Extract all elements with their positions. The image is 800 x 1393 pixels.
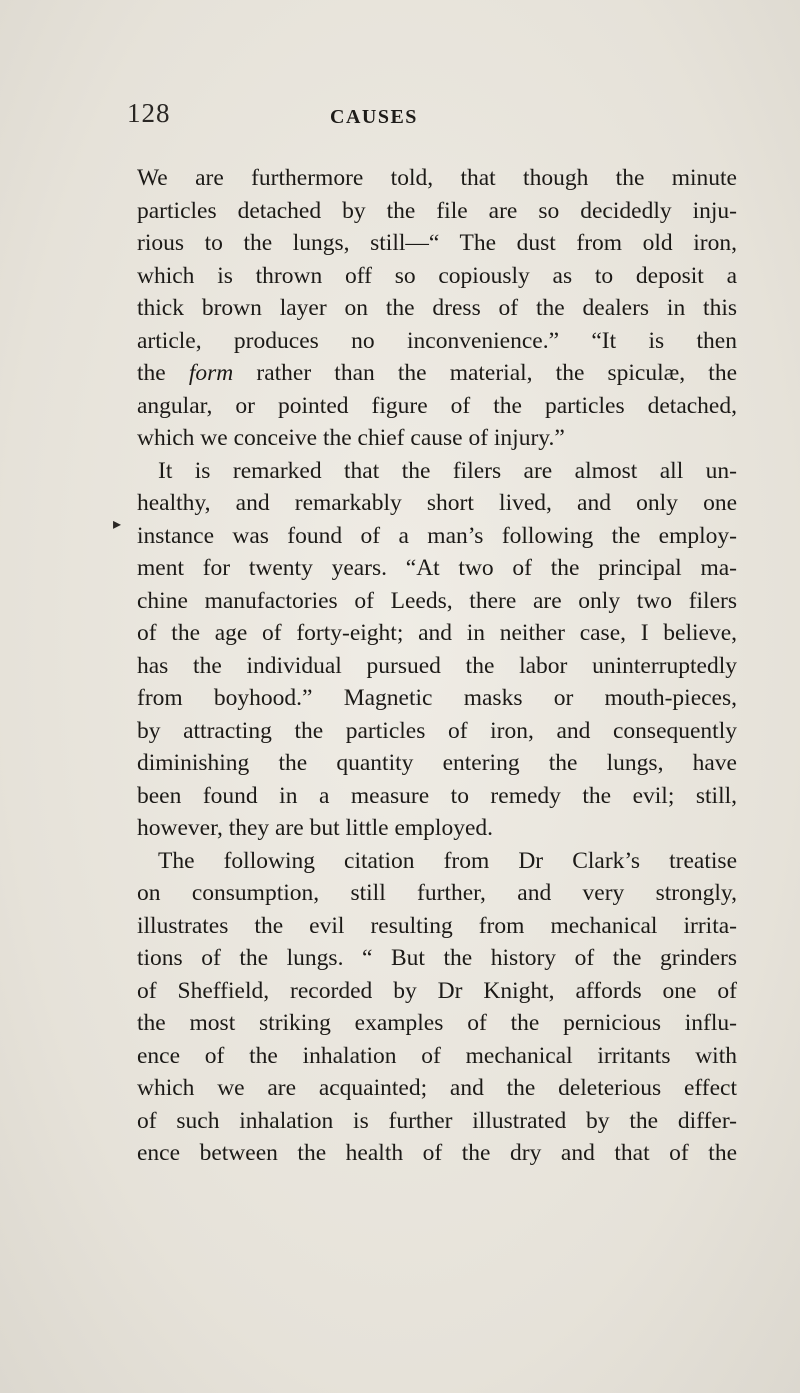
text-line: rious to the lungs, still—“ The dust from old iron, — [137, 230, 737, 256]
text-line: article, produces no inconvenience.” “It is then — [137, 327, 737, 354]
text-line: We are furthermore told, that though the minute — [137, 165, 737, 191]
text-line: The following citation from Dr Clark’s treatise — [158, 847, 737, 874]
text-line: the most striking examples of the pernicious influ- — [137, 1010, 737, 1036]
text-line: diminishing the quantity entering the lungs, have — [137, 750, 737, 776]
text-line: of the age of forty-eight; and in neither case, I believe, — [137, 620, 737, 646]
text-line: of such inhalation is further illustrated by the differ- — [137, 1107, 737, 1134]
text-segment: the — [137, 360, 166, 386]
text-line: however, they are but little employed. — [137, 815, 494, 841]
text-line: on consumption, still further, and very strongly, — [137, 880, 737, 906]
text-line: instance was found of a man’s following the employ- — [137, 522, 737, 549]
text-line: chine manufactories of Leeds, there are only two filers — [137, 587, 737, 614]
text-line: tions of the lungs. “ But the history of the grinders — [137, 945, 737, 971]
text-line: ence between the health of the dry and that of the — [137, 1140, 737, 1166]
text-line: illustrates the evil resulting from mechanical irrita- — [137, 912, 737, 939]
text-line: It is remarked that the filers are almost all un- — [158, 457, 737, 484]
italic-word: form — [188, 360, 234, 386]
text-line: thick brown layer on the dress of the dealers in this — [137, 295, 737, 321]
text-line: particles detached by the file are so decidedly inju- — [137, 197, 737, 224]
text-line: from boyhood.” Magnetic masks or mouth-pieces, — [137, 685, 737, 711]
text-line: which is thrown off so copiously as to deposit a — [137, 262, 737, 289]
running-head: CAUSES — [330, 106, 418, 128]
page-number: 128 — [127, 98, 171, 128]
text-line: by attracting the particles of iron, and consequently — [137, 717, 737, 744]
body-text — [137, 162, 737, 1170]
text-line: of Sheffield, recorded by Dr Knight, affords one of — [137, 977, 737, 1004]
text-line: angular, or pointed figure of the particles detached, — [137, 392, 737, 419]
text-segment: rather than the material, the spiculæ, the — [256, 360, 738, 386]
text-line — [137, 357, 737, 390]
page-header — [0, 98, 800, 138]
text-line: ment for twenty years. “At two of the principal ma- — [137, 555, 737, 581]
text-line: which we are acquainted; and the deleterious effect — [137, 1075, 737, 1101]
text-line: healthy, and remarkably short lived, and only one — [137, 490, 737, 516]
margin-mark: ▸ — [113, 516, 122, 533]
text-line: ence of the inhalation of mechanical irritants with — [137, 1042, 737, 1069]
text-line: which we conceive the chief cause of injury.” — [137, 425, 565, 451]
text-line: has the individual pursued the labor uninterruptedly — [137, 652, 737, 679]
text-line: been found in a measure to remedy the evil; still, — [137, 782, 737, 809]
